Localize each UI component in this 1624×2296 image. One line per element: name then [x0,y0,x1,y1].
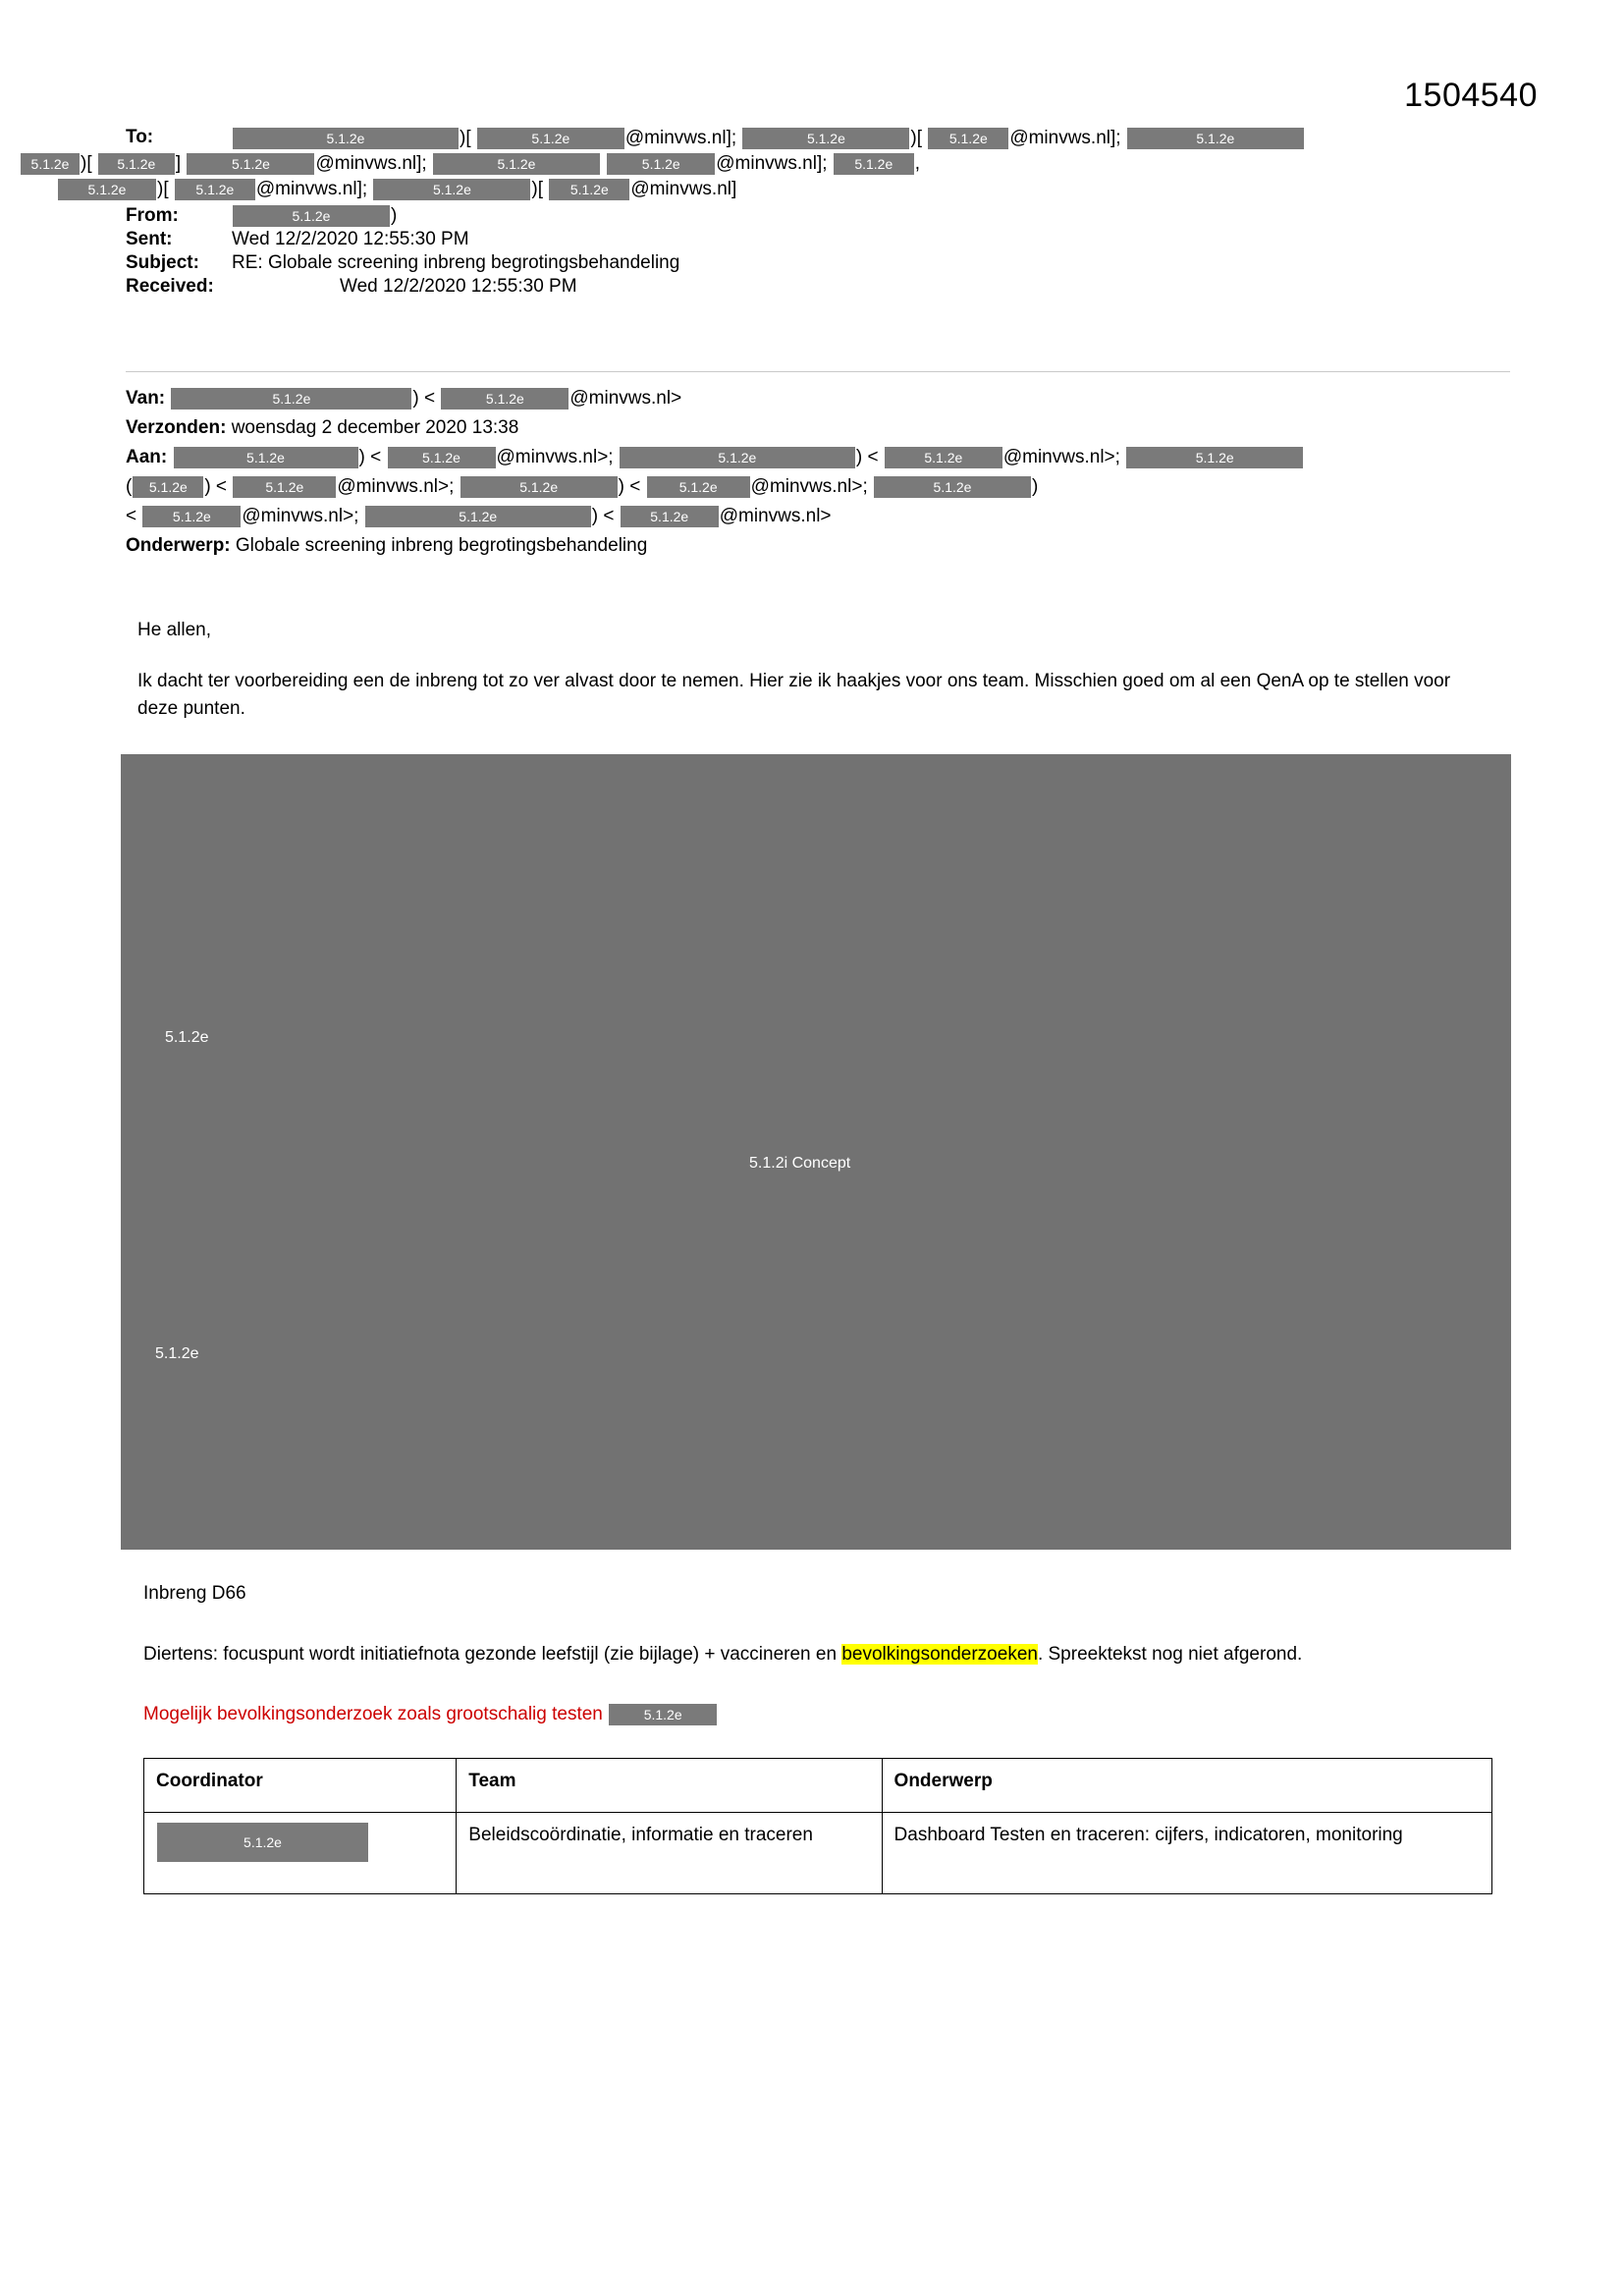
redaction-block: 5.1.2e [233,128,459,149]
column-header-team: Team [457,1759,882,1813]
table-row [144,1813,1492,1894]
aan-row-cont1: ( 5.1.2e ) < 5.1.2e @minvws.nl>; 5.1.2e ) < 5.1.2e @minvws.nl>; 5.1.2e ) [126,476,1039,497]
email-domain: @minvws.nl] [630,179,737,199]
to-value: 5.1.2e )[ 5.1.2e @minvws.nl]; 5.1.2e )[ 5.1.2e @minvws.nl]; 5.1.2e [232,126,1520,151]
from-label: From: [126,205,179,226]
subject-value: RE: Globale screening inbreng begrotingsbehandeling [232,252,680,273]
subject-row [126,251,1520,275]
redaction-block: 5.1.2e [647,476,750,498]
red-annotation-text: Mogelijk bevolkingsonderzoek zoals grootschalig testen [143,1704,603,1724]
section-heading-inbreng: Inbreng D66 [143,1583,246,1604]
received-row [126,275,1520,299]
redaction-block: 5.1.2e [1127,128,1304,149]
redaction-block: 5.1.2e [58,179,156,200]
onderwerp-row [126,532,1520,560]
redaction-block: 5.1.2e [171,388,411,410]
redaction-block: 5.1.2e [21,153,80,175]
email-domain: @minvws.nl]; [255,179,368,199]
email-header [30,126,1520,299]
email-domain: @minvws.nl]; [1009,128,1121,148]
redaction-caption: 5.1.2e [155,1345,199,1362]
column-header-onderwerp: Onderwerp [882,1759,1491,1813]
email-domain: @minvws.nl]; [315,153,427,174]
verzonden-label: Verzonden: [126,417,227,438]
redaction-block: 5.1.2e [477,128,624,149]
email-domain: @minvws.nl]; [624,128,737,148]
redaction-block: 5.1.2e [609,1704,717,1725]
from-value: 5.1.2e ) [232,204,1520,228]
redaction-block: 5.1.2e [187,153,314,175]
redaction-block: 5.1.2e [621,506,719,527]
red-annotation [143,1704,718,1725]
table-header-row [144,1759,1492,1813]
van-label: Van: [126,388,166,409]
to-row [126,126,1520,151]
received-value: Wed 12/2/2020 12:55:30 PM [340,276,577,297]
cell-onderwerp: Dashboard Testen en traceren: cijfers, indicatoren, monitoring [882,1813,1491,1894]
redaction-block: 5.1.2e [157,1823,368,1862]
redaction-block: 5.1.2e [742,128,909,149]
sent-row [126,228,1520,251]
body-paragraph-2 [143,1640,1479,1668]
redaction-block: 5.1.2e [928,128,1008,149]
cell-team: Beleidscoördinatie, informatie en traceren [457,1813,882,1894]
document-id: 1504540 [1404,77,1538,114]
email-domain: @minvws.nl>; [750,476,868,497]
header-divider [126,371,1510,372]
quoted-email-header [126,385,1520,562]
from-row [126,204,1520,228]
sent-value: Wed 12/2/2020 12:55:30 PM [232,229,469,249]
onderwerp-value: Globale screening inbreng begrotingsbehandeling [235,535,648,556]
redaction-caption-concept: 5.1.2i Concept [749,1155,851,1172]
paragraph2-before: Diertens: focuspunt wordt initiatiefnota gezonde leefstijl (zie bijlage) + vaccineren en [143,1644,842,1665]
redaction-block: 5.1.2e [834,153,914,175]
redaction-block: 5.1.2e [885,447,1002,468]
email-domain: @minvws.nl>; [496,447,614,467]
coordinator-table [143,1758,1492,1894]
verzonden-value: woensdag 2 december 2020 13:38 [231,417,519,438]
subject-label: Subject: [126,252,199,273]
redaction-block: 5.1.2e [365,506,591,527]
to-label: To: [126,127,154,147]
redaction-block: 5.1.2e [607,153,715,175]
redaction-block: 5.1.2e [142,506,241,527]
email-domain: @minvws.nl> [569,388,682,409]
aan-row-cont2: < 5.1.2e @minvws.nl>; 5.1.2e ) < 5.1.2e @minvws.nl> [126,506,832,526]
body-paragraph-1: Ik dacht ter voorbereiding een de inbreng tot zo ver alvast door te nemen. Hier zie ik haakjes voor ons team. Misschien goed om al een QenA op te stellen voor deze punten. [137,671,1451,719]
redaction-block: 5.1.2e [233,476,336,498]
column-header-coordinator: Coordinator [144,1759,457,1813]
to-row-cont1 [30,151,1520,177]
redaction-block: 5.1.2e [233,205,390,227]
aan-label: Aan: [126,447,168,467]
to-row-cont2 [87,177,1520,202]
redaction-block: 5.1.2e [388,447,496,468]
highlighted-term: bevolkingsonderzoeken [841,1644,1038,1665]
redaction-block: 5.1.2e [174,447,358,468]
cell-coordinator [144,1813,457,1894]
email-domain: @minvws.nl>; [242,506,359,526]
van-row: Van: 5.1.2e ) < 5.1.2e @minvws.nl> [126,388,682,409]
redaction-block: 5.1.2e [549,179,629,200]
redaction-block: 5.1.2e [460,476,618,498]
aan-row: Aan: 5.1.2e ) < 5.1.2e @minvws.nl>; 5.1.2e ) < 5.1.2e @minvws.nl>; 5.1.2e [126,444,1520,471]
redaction-block: 5.1.2e [874,476,1031,498]
greeting-text: He allen, [137,620,211,640]
redaction-block: 5.1.2e [373,179,530,200]
email-domain: @minvws.nl>; [1002,447,1120,467]
redaction-block: 5.1.2e [620,447,855,468]
email-domain: @minvws.nl]; [716,153,828,174]
redaction-block: 5.1.2e [133,476,203,498]
verzonden-row [126,414,1520,442]
redacted-image-region [121,754,1511,1550]
redaction-block: 5.1.2e [1126,447,1303,468]
email-domain: @minvws.nl>; [337,476,455,497]
to-value-cont: 5.1.2e )[ 5.1.2e ] 5.1.2e @minvws.nl]; 5.1.2e 5.1.2e @minvws.nl]; 5.1.2e , [20,151,1520,177]
to-value-cont2: 5.1.2e )[ 5.1.2e @minvws.nl]; 5.1.2e )[ 5.1.2e @minvws.nl] [57,177,1520,202]
redaction-block: 5.1.2e [175,179,255,200]
received-label: Received: [126,276,214,297]
redaction-block: 5.1.2e [441,388,568,410]
email-domain: @minvws.nl> [719,506,832,526]
redaction-block: 5.1.2e [433,153,600,175]
redaction-block: 5.1.2e [98,153,175,175]
paragraph2-after: . Spreektekst nog niet afgerond. [1037,1644,1303,1665]
onderwerp-label: Onderwerp: [126,535,231,556]
redaction-caption: 5.1.2e [165,1029,209,1046]
sent-label: Sent: [126,229,173,249]
